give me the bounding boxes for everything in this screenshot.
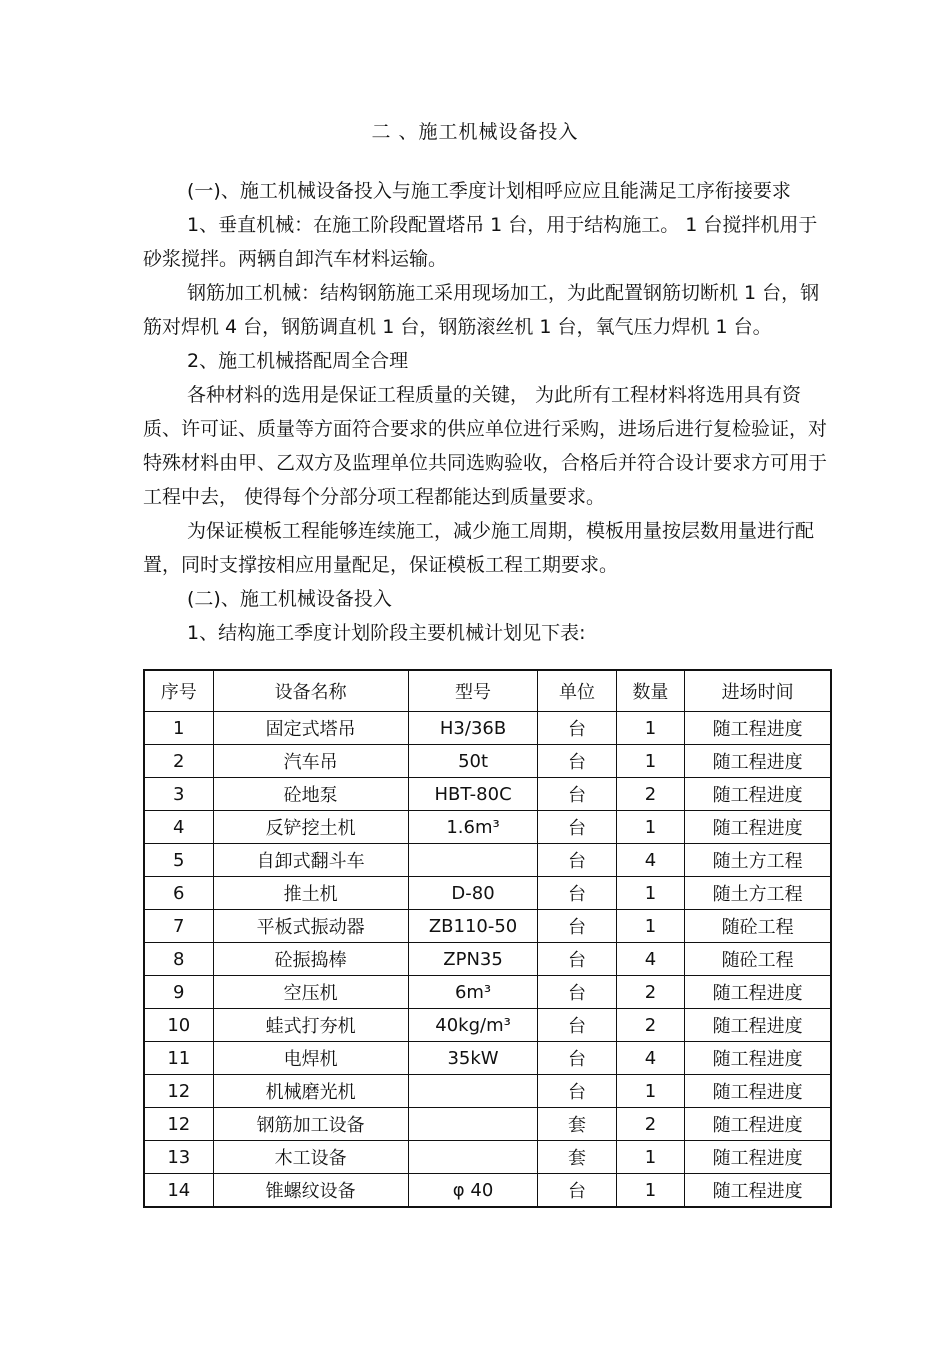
table-cell: 台 [538,910,616,943]
table-cell: 随土方工程 [685,877,831,910]
table-cell: 1 [616,745,685,778]
table-cell: 2 [616,778,685,811]
table-cell [408,1141,537,1174]
table-cell: 随工程进度 [685,1009,831,1042]
table-cell: 台 [538,1075,616,1108]
table-cell: 砼振捣棒 [213,943,408,976]
table-cell: 1 [616,1174,685,1208]
table-cell: 4 [616,1042,685,1075]
table-cell: 3 [144,778,213,811]
table-row [144,1174,831,1208]
table-cell: 1 [616,877,685,910]
table-row [144,712,831,745]
table-cell: 台 [538,712,616,745]
table-cell: 8 [144,943,213,976]
table-cell: 2 [616,976,685,1009]
table-cell: 套 [538,1141,616,1174]
table-cell: 1 [616,1075,685,1108]
table-cell: 随土方工程 [685,844,831,877]
page-title: 二 、施工机械设备投入 [371,121,579,143]
table-row [144,976,831,1009]
table-row [144,1108,831,1141]
table-cell: 台 [538,745,616,778]
table-cell: 4 [144,811,213,844]
table-cell: 台 [538,943,616,976]
table-cell: 台 [538,844,616,877]
table-cell: 随工程进度 [685,1141,831,1174]
table-cell: 随砼工程 [685,943,831,976]
table-cell: 11 [144,1042,213,1075]
table-cell: 台 [538,976,616,1009]
table-cell: 2 [616,1108,685,1141]
table-cell [408,1108,537,1141]
table-cell: 1 [144,712,213,745]
table-cell: 6 [144,877,213,910]
table-row [144,811,831,844]
paragraph: 钢筋加工机械：结构钢筋施工采用现场加工，为此配置钢筋切断机 1 台，钢筋对焊机 4 台，钢筋调直机 1 台，钢筋滚丝机 1 台，氧气压力焊机 1 台。 [143,282,820,338]
table-cell: 1.6m³ [408,811,537,844]
table-cell: 1 [616,712,685,745]
table-cell: 6m³ [408,976,537,1009]
table-row [144,1141,831,1174]
table-cell: 随工程进度 [685,712,831,745]
table-cell: 蛙式打夯机 [213,1009,408,1042]
table-body [144,712,831,1208]
table-cell: 随工程进度 [685,1108,831,1141]
paragraph: 2、施工机械搭配周全合理 [187,350,409,372]
table-cell: 5 [144,844,213,877]
column-header: 进场时间 [685,670,831,712]
table-cell: 随工程进度 [685,976,831,1009]
column-header: 序号 [144,670,213,712]
table-cell: 随工程进度 [685,811,831,844]
table-cell: 随工程进度 [685,1174,831,1208]
table-cell: 12 [144,1108,213,1141]
table-row [144,745,831,778]
table-cell: D-80 [408,877,537,910]
column-header: 设备名称 [213,670,408,712]
table-cell: 台 [538,1042,616,1075]
table-cell: 4 [616,943,685,976]
paragraph: 1、垂直机械：在施工阶段配置塔吊 1 台，用于结构施工。 1 台搅拌机用于砂浆搅拌。两辆自卸汽车材料运输。 [143,214,818,270]
table-row [144,943,831,976]
table-cell: 40kg/m³ [408,1009,537,1042]
table-cell: 固定式塔吊 [213,712,408,745]
table-cell: 机械磨光机 [213,1075,408,1108]
table-cell: 2 [616,1009,685,1042]
table-cell: ZPN35 [408,943,537,976]
table-cell: 10 [144,1009,213,1042]
table-cell [408,844,537,877]
table-cell: 钢筋加工设备 [213,1108,408,1141]
paragraph: (二)、施工机械设备投入 [187,588,392,610]
table-cell: 砼地泵 [213,778,408,811]
paragraph: (一)、施工机械设备投入与施工季度计划相呼应应且能满足工序衔接要求 [187,180,791,202]
table-row [144,844,831,877]
table-cell: 锥螺纹设备 [213,1174,408,1208]
table-cell: HBT-80C [408,778,537,811]
table-cell: φ 40 [408,1174,537,1208]
table-cell: 平板式振动器 [213,910,408,943]
table-cell: 台 [538,877,616,910]
table-cell: 台 [538,778,616,811]
column-header: 单位 [538,670,616,712]
table-cell [408,1075,537,1108]
table-cell: 反铲挖土机 [213,811,408,844]
table-cell: 4 [616,844,685,877]
table-cell: ZB110-50 [408,910,537,943]
table-cell: H3/36B [408,712,537,745]
table-cell: 台 [538,1174,616,1208]
table-cell: 1 [616,910,685,943]
table-cell: 台 [538,1009,616,1042]
table-row [144,1009,831,1042]
table-row [144,1075,831,1108]
table-cell: 随工程进度 [685,745,831,778]
table-cell: 35kW [408,1042,537,1075]
table-cell: 汽车吊 [213,745,408,778]
table-row [144,1042,831,1075]
table-cell: 空压机 [213,976,408,1009]
table-cell: 9 [144,976,213,1009]
table-cell: 电焊机 [213,1042,408,1075]
table-cell: 随工程进度 [685,1075,831,1108]
table-header-row [144,670,831,712]
table-cell: 2 [144,745,213,778]
table-cell: 随砼工程 [685,910,831,943]
table-cell: 木工设备 [213,1141,408,1174]
table-row [144,910,831,943]
paragraph: 各种材料的选用是保证工程质量的关键， 为此所有工程材料将选用具有资质、许可证、质量等方面符合要求的供应单位进行采购，进场后进行复检验证，对特殊材料由甲、乙双方及监理单位共同选购验收，合格后并符合设计要求方可用于工程中去， 使得每个分部分项工程都能达到质量要求。 [143,384,828,508]
table-cell: 随工程进度 [685,1042,831,1075]
table-cell: 50t [408,745,537,778]
table-cell: 台 [538,811,616,844]
paragraph: 1、结构施工季度计划阶段主要机械计划见下表: [187,622,586,644]
paragraph: 为保证模板工程能够连续施工，减少施工周期，模板用量按层数用量进行配置，同时支撑按相应用量配足，保证模板工程工期要求。 [143,520,815,576]
table-cell: 12 [144,1075,213,1108]
equipment-table [143,669,832,1208]
table-cell: 7 [144,910,213,943]
table-cell: 推土机 [213,877,408,910]
table-cell: 1 [616,1141,685,1174]
table-row [144,877,831,910]
body-text [143,174,833,650]
table-cell: 1 [616,811,685,844]
table-cell: 套 [538,1108,616,1141]
column-header: 数量 [616,670,685,712]
table-cell: 13 [144,1141,213,1174]
table-cell: 14 [144,1174,213,1208]
table-cell: 随工程进度 [685,778,831,811]
table-row [144,778,831,811]
table-cell: 自卸式翻斗车 [213,844,408,877]
column-header: 型号 [408,670,537,712]
